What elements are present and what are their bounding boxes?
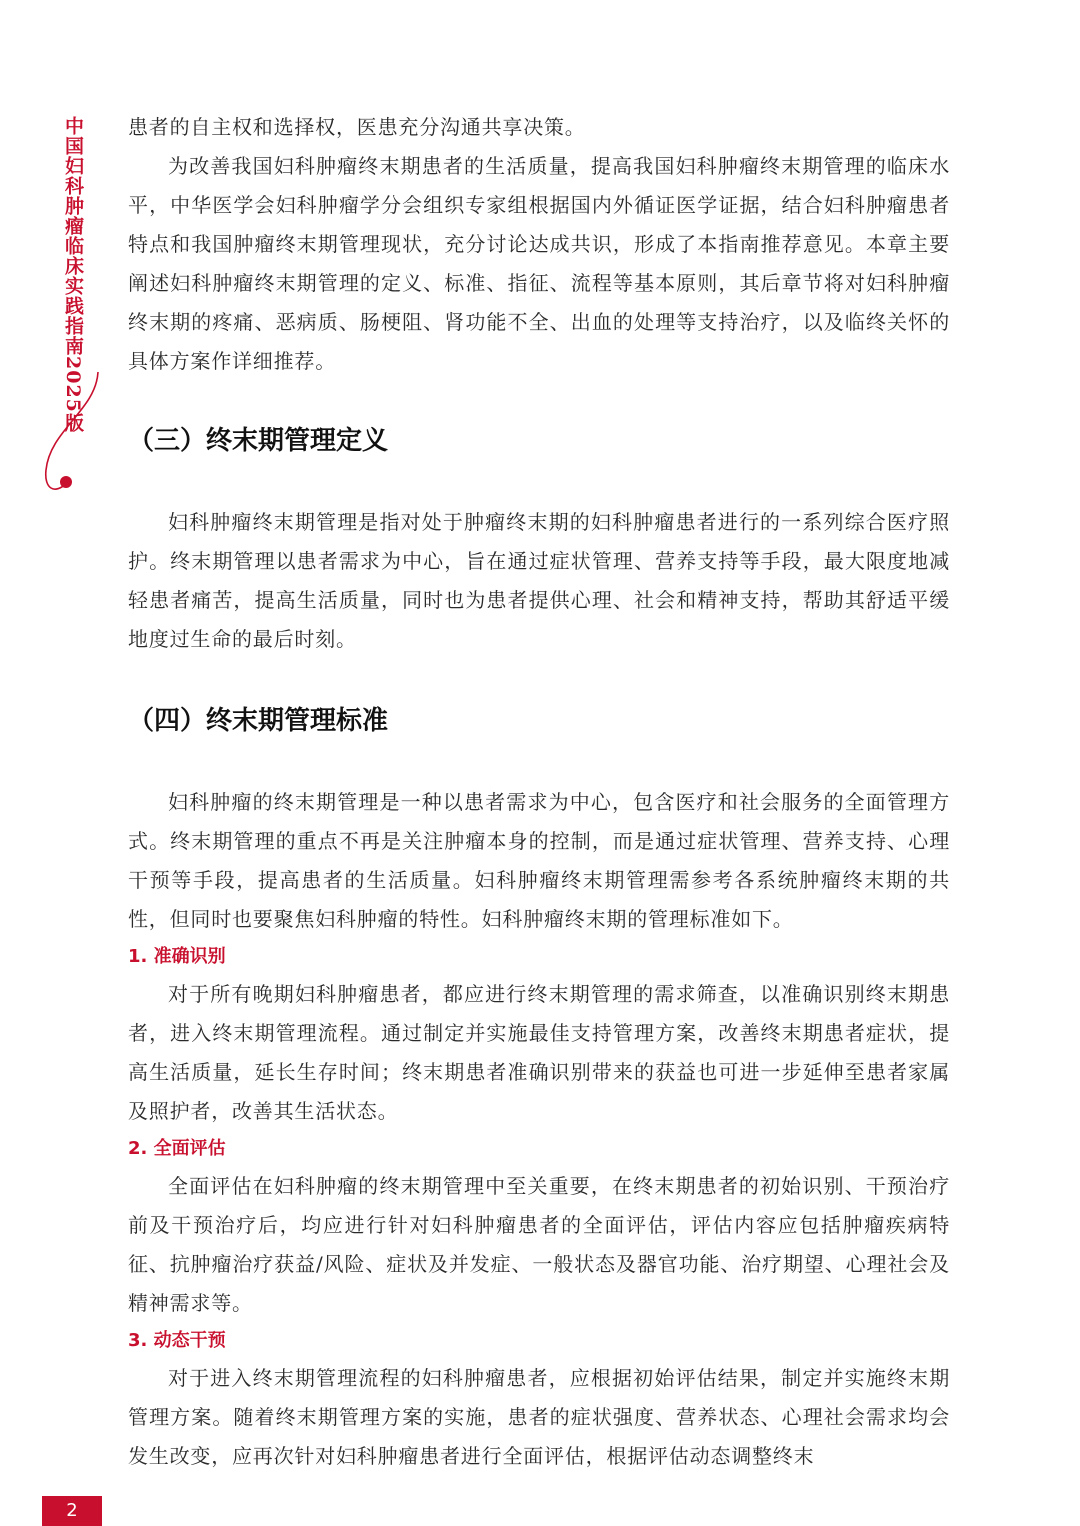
- page-number: 2: [42, 1496, 102, 1526]
- subsection-text: 对于所有晚期妇科肿瘤患者，都应进行终末期管理的需求筛查，以准确识别终末期患者，进入终末期管理流程。通过制定并实施最佳支持管理方案，改善终末期患者症状，提高生活质量，延长生存时间；终末期患者准确识别带来的获益也可进一步延伸至患者家属及照护者，改善其生活状态。: [128, 982, 950, 1123]
- section-4-paragraph: 妇科肿瘤的终末期管理是一种以患者需求为中心，包含医疗和社会服务的全面管理方式。终末期管理的重点不再是关注肿瘤本身的控制，而是通过症状管理、营养支持、心理干预等手段，提高患者的生活质量。妇科肿瘤终末期管理需参考各系统肿瘤终末期的共性，但同时也要聚焦妇科肿瘤的特性。妇科肿瘤终末期的管理标准如下。: [128, 790, 950, 931]
- section-4-heading: （四）终末期管理标准: [128, 706, 389, 736]
- paragraph-2: 为改善我国妇科肿瘤终末期患者的生活质量，提高我国妇科肿瘤终末期管理的临床水平，中华医学会妇科肿瘤学分会组织专家组根据国内外循证医学证据，结合妇科肿瘤患者特点和我国肿瘤终末期管理现状，充分讨论达成共识，形成了本指南推荐意见。本章主要阐述妇科肿瘤终末期管理的定义、标准、指征、流程等基本原则，其后章节将对妇科肿瘤终末期的疼痛、恶病质、肠梗阻、肾功能不全、出血的处理等支持治疗，以及临终关怀的具体方案作详细推荐。: [128, 154, 950, 373]
- decorative-curve-icon: [40, 370, 120, 500]
- section-3-paragraph: 妇科肿瘤终末期管理是指对处于肿瘤终末期的妇科肿瘤患者进行的一系列综合医疗照护。终末期管理以患者需求为中心，旨在通过症状管理、营养支持等手段，最大限度地减轻患者痛苦，提高生活质量，同时也为患者提供心理、社会和精神支持，帮助其舒适平缓地度过生命的最后时刻。: [128, 510, 950, 651]
- subsection-title: 1. 准确识别: [128, 946, 226, 967]
- running-title: 中国妇科肿瘤临床实践指南2025版: [62, 116, 84, 433]
- subsection-text: 对于进入终末期管理流程的妇科肿瘤患者，应根据初始评估结果，制定并实施终末期管理方案。随着终末期管理方案的实施，患者的症状强度、营养状态、心理社会需求均会发生改变，应再次针对妇科肿瘤患者进行全面评估，根据评估动态调整终末: [128, 1366, 950, 1468]
- section-3-heading: （三）终末期管理定义: [128, 426, 389, 456]
- page-content: [128, 108, 950, 1476]
- paragraph-1: 患者的自主权和选择权，医患充分沟通共享决策。: [128, 115, 586, 139]
- subsection-title: 3. 动态干预: [128, 1330, 226, 1351]
- subsection-title: 2. 全面评估: [128, 1138, 226, 1159]
- subsection-text: 全面评估在妇科肿瘤的终末期管理中至关重要，在终末期患者的初始识别、干预治疗前及干预治疗后，均应进行针对妇科肿瘤患者的全面评估，评估内容应包括肿瘤疾病特征、抗肿瘤治疗获益/风险、症状及并发症、一般状态及器官功能、治疗期望、心理社会及精神需求等。: [128, 1174, 950, 1315]
